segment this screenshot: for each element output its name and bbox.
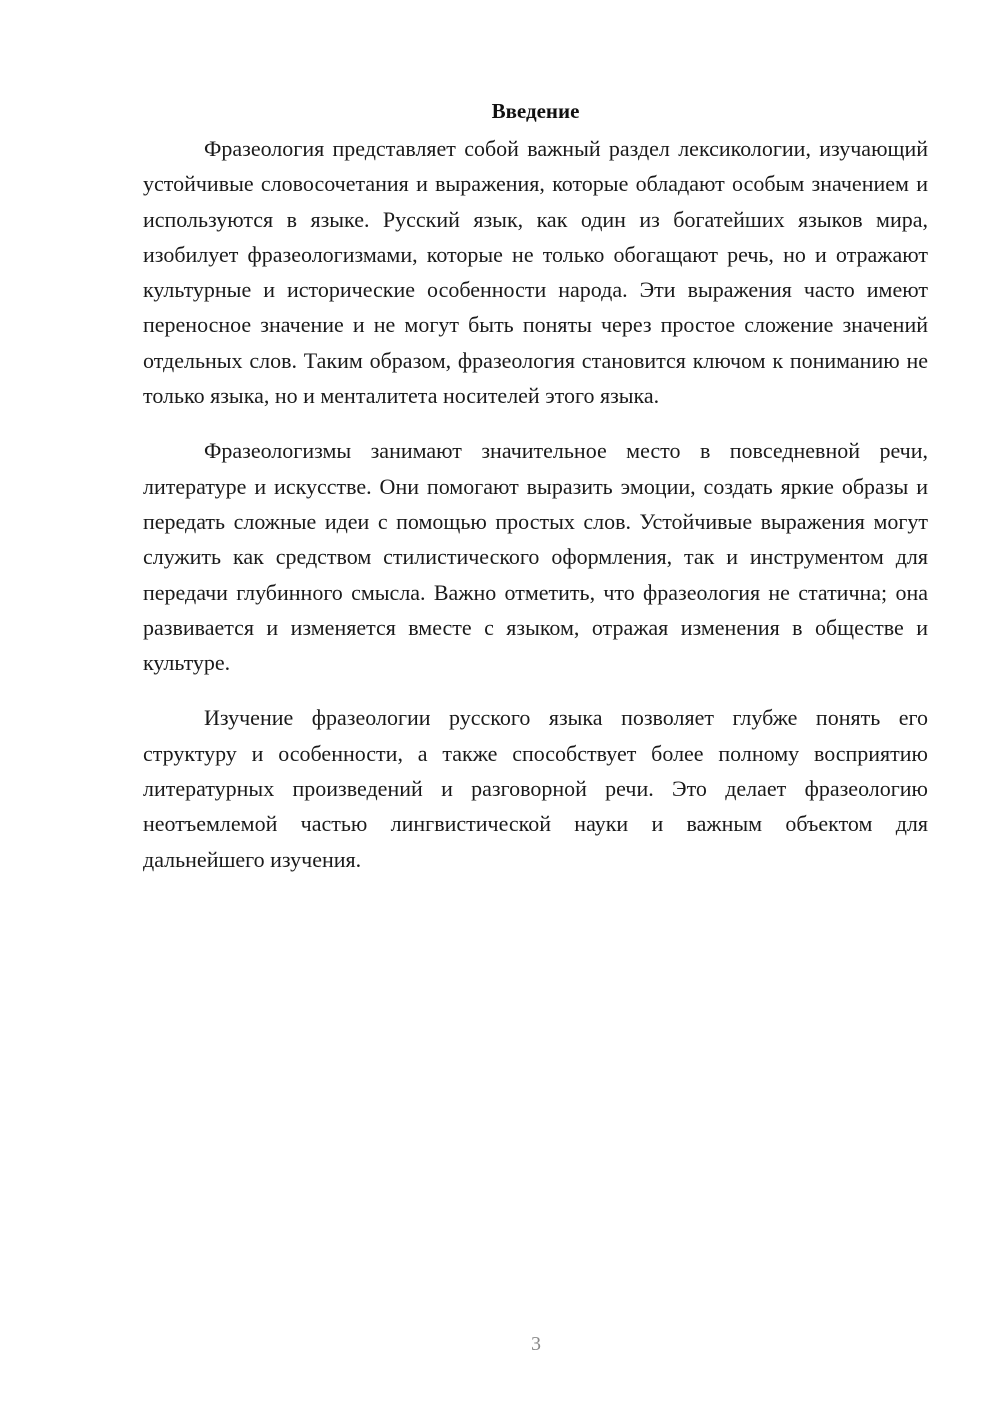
page-title: Введение	[491, 99, 580, 123]
paragraph-3: Изучение фразеологии русского языка позволяет глубже понять его структуру и особенности, а также способствует более полному восприятию литературных произведений и разговорной речи. Это делает фразеологию неотъемлемой частью лингвистической науки и важным объектом для дальнейшего изучения.	[143, 705, 928, 872]
page-content	[143, 96, 928, 897]
paragraph-2: Фразеологизмы занимают значительное место в повседневной речи, литературе и искусстве. Они помогают выразить эмоции, создать яркие образы и передать сложные идеи с помощью простых слов. Устойчивые выражения могут служить как средством стилистического оформления, так и инструментом для передачи глубинного смысла. Важно отметить, что фразеология не статична; она развивается и изменяется вместе с языком, отражая изменения в обществе и культуре.	[143, 438, 928, 676]
page-number: 3	[531, 1333, 541, 1355]
paragraph-1: Фразеология представляет собой важный раздел лексикологии, изучающий устойчивые словосочетания и выражения, которые обладают особым значением и используются в языке. Русский язык, как один из богатейших языков мира, изобилует фразеологизмами, которые не только обогащают речь, но и отражают культурные и исторические особенности народа. Эти выражения часто имеют переносное значение и не могут быть поняты через простое сложение значений отдельных слов. Таким образом, фразеология становится ключом к пониманию не только языка, но и менталитета носителей этого языка.	[143, 136, 928, 409]
